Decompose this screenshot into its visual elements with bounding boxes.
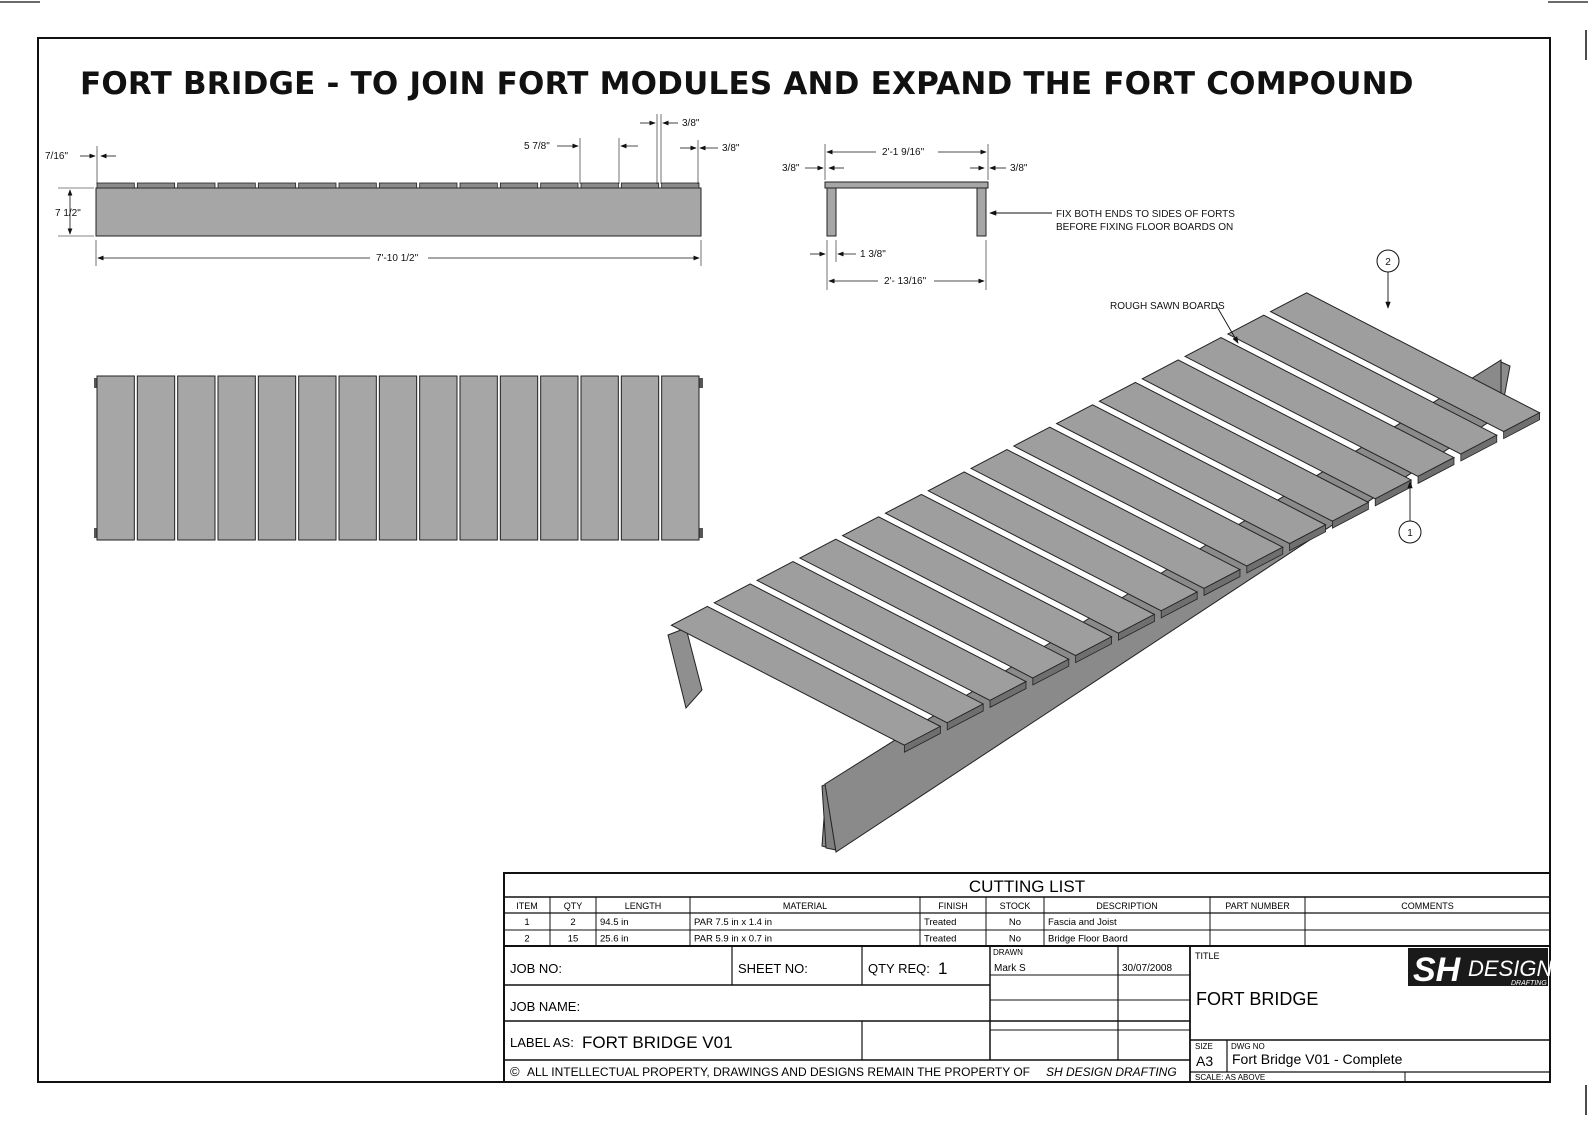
side-board	[662, 183, 699, 188]
plan-view	[94, 376, 703, 540]
label-as-label: LABEL AS:	[510, 1035, 574, 1050]
cutting-list-cell: No	[1008, 933, 1022, 945]
dim-end-inner: 2'- 13/16"	[884, 276, 927, 287]
side-view-boards	[97, 183, 699, 188]
cutting-list-cell: 2	[570, 917, 576, 928]
company-logo	[1408, 948, 1552, 989]
plan-board	[258, 376, 295, 540]
side-board	[621, 183, 658, 188]
dim-board-width: 5 7/8"	[524, 141, 550, 152]
cutting-list-cell: Bridge Floor Baord	[1048, 933, 1128, 945]
dim-end-left: 3/8"	[782, 163, 800, 174]
cutting-list-col-header: STOCK	[999, 901, 1031, 911]
plan-board	[178, 376, 215, 540]
cutting-list-cell: 2	[524, 933, 530, 945]
label-as-value: FORT BRIDGE V01	[582, 1033, 733, 1052]
side-board	[420, 183, 457, 188]
isometric-view	[668, 250, 1540, 852]
plan-board	[662, 376, 699, 540]
side-board	[299, 183, 336, 188]
side-board	[581, 183, 618, 188]
side-board	[97, 183, 134, 188]
side-board	[500, 183, 537, 188]
sheet-no-label: SHEET NO:	[738, 961, 808, 976]
dim-end-right: 3/8"	[1010, 163, 1028, 174]
cutting-list-cell: Treated	[924, 933, 957, 945]
drawn-by: Mark S	[994, 963, 1026, 974]
plan-board	[541, 376, 578, 540]
job-no-label: JOB NO:	[510, 961, 563, 976]
dim-end-width: 2'-1 9/16"	[882, 147, 925, 158]
plan-board	[218, 376, 255, 540]
cutting-list-col-header: PART NUMBER	[1225, 901, 1290, 911]
cutting-list-cell: No	[1008, 917, 1022, 928]
page-title: FORT BRIDGE - TO JOIN FORT MODULES AND EXPAND THE FORT COMPOUND	[80, 66, 1414, 102]
dim-end-overhang: 7/16"	[45, 151, 69, 162]
balloon-2-label: 2	[1385, 257, 1391, 268]
cutting-list-col-header: ITEM	[516, 901, 538, 911]
cutting-list-col-header: MATERIAL	[782, 901, 828, 911]
logo-sub: DRAFTING	[1511, 980, 1547, 987]
note-fix-ends-line1: FIX BOTH ENDS TO SIDES OF FORTS	[1056, 209, 1235, 220]
drawn-label: DRAWN	[993, 948, 1023, 957]
drawing-title: FORT BRIDGE	[1196, 989, 1319, 1009]
cutting-list-cell: Fascia and Joist	[1048, 917, 1117, 928]
dwg-no-label: DWG NO	[1231, 1042, 1265, 1051]
plan-board	[460, 376, 497, 540]
end-view	[782, 144, 1235, 290]
copyright-symbol: ©	[510, 1064, 520, 1079]
plan-board	[500, 376, 537, 540]
logo-mark: SH	[1413, 951, 1461, 989]
drawn-date: 30/07/2008	[1122, 963, 1173, 974]
cutting-list-heading: CUTTING LIST	[968, 877, 1086, 896]
job-name-label: JOB NAME:	[510, 999, 581, 1014]
dim-joist-thickness: 1 3/8"	[860, 249, 886, 260]
balloon-1-label: 1	[1407, 528, 1413, 539]
side-board	[541, 183, 578, 188]
logo-text: DESIGN	[1468, 956, 1553, 981]
plan-board	[379, 376, 416, 540]
cutting-list-cell: PAR 5.9 in x 0.7 in	[694, 933, 772, 945]
size-value: A3	[1196, 1053, 1214, 1069]
cutting-list-cell: 94.5 in	[600, 917, 629, 928]
side-board	[339, 183, 376, 188]
size-label: SIZE	[1195, 1042, 1213, 1051]
cutting-list-col-header: DESCRIPTION	[1096, 901, 1158, 911]
dim-end-gap: 3/8"	[722, 143, 740, 154]
side-board	[379, 183, 416, 188]
side-board	[137, 183, 174, 188]
plan-board	[621, 376, 658, 540]
title-label: TITLE	[1195, 951, 1220, 961]
plan-view-boards	[97, 376, 699, 540]
side-board	[178, 183, 215, 188]
plan-board	[137, 376, 174, 540]
dim-length: 7'-10 1/2"	[376, 253, 419, 264]
cutting-list-col-header: LENGTH	[624, 901, 662, 911]
dwg-no-value: Fort Bridge V01 - Complete	[1232, 1051, 1403, 1067]
cutting-list-cell: Treated	[924, 917, 957, 928]
plan-board	[420, 376, 457, 540]
note-fix-ends-line2: BEFORE FIXING FLOOR BOARDS ON	[1056, 222, 1234, 233]
copyright-text: ALL INTELLECTUAL PROPERTY, DRAWINGS AND DESIGNS REMAIN THE PROPERTY OF	[527, 1065, 1031, 1079]
cutting-list-col-header: QTY	[563, 901, 583, 911]
cutting-list-cell: 25.6 in	[600, 933, 629, 945]
cutting-list-col-header: FINISH	[938, 901, 968, 911]
plan-board	[581, 376, 618, 540]
side-view	[45, 114, 740, 266]
cutting-list-rows	[524, 917, 1127, 945]
cutting-list-col-header: COMMENTS	[1401, 901, 1454, 911]
plan-board	[97, 376, 134, 540]
plan-board	[339, 376, 376, 540]
cutting-list-cell: 15	[567, 933, 579, 945]
plan-board	[299, 376, 336, 540]
qty-req-label: QTY REQ:	[868, 961, 930, 976]
cutting-list-header	[516, 901, 1454, 911]
cutting-list-cell: PAR 7.5 in x 1.4 in	[694, 917, 772, 928]
side-board	[460, 183, 497, 188]
scale-label: SCALE: AS ABOVE	[1195, 1073, 1266, 1082]
side-board	[218, 183, 255, 188]
side-board	[258, 183, 295, 188]
cutting-list-cell: 1	[524, 917, 530, 928]
label-rough-sawn-boards: ROUGH SAWN BOARDS	[1110, 301, 1225, 312]
copyright-company: SH DESIGN DRAFTING	[1046, 1065, 1177, 1079]
dim-height: 7 1/2"	[55, 208, 81, 219]
dim-board-gap: 3/8"	[682, 118, 700, 129]
qty-req-value: 1	[938, 959, 948, 978]
